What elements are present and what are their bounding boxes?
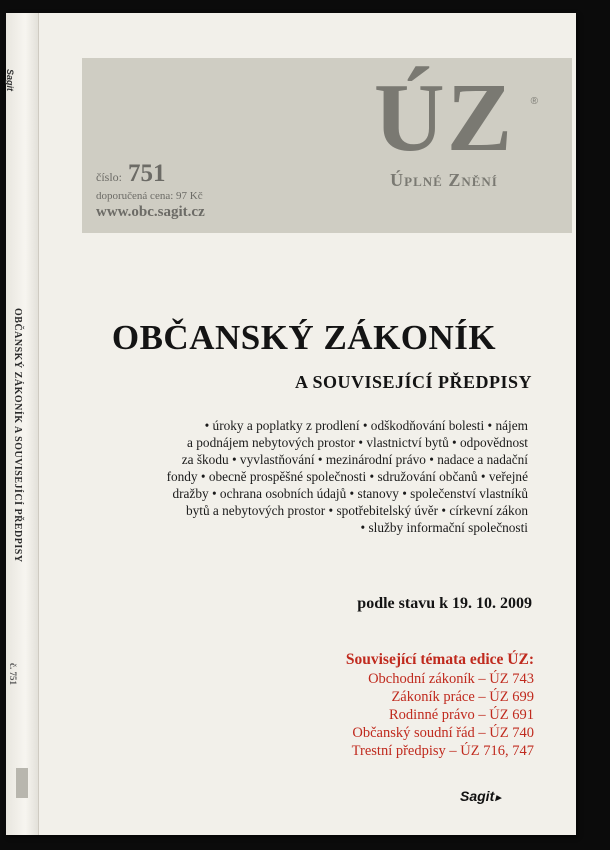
issue-number-line [96, 160, 205, 188]
topics-line: • úroky a poplatky z prodlení • odškodňování bolesti • nájem [204, 418, 528, 433]
cover-header [82, 58, 572, 233]
book-title: OBČANSKÝ ZÁKONÍK [111, 318, 497, 357]
publisher-logo [460, 788, 501, 804]
issue-number: 751 [128, 160, 166, 187]
website-url: www.obc.sagit.cz [96, 204, 205, 220]
edition-date: podle stavu k 19. 10. 2009 [357, 595, 532, 612]
issue-number-label: číslo: [96, 170, 122, 184]
related-item: Trestní předpisy – ÚZ 716, 747 [351, 743, 534, 759]
spine-number: č. 751 [8, 663, 18, 685]
uz-logo-mark: ÚZ [373, 64, 515, 172]
arrow-icon: ▸ [495, 792, 501, 804]
topics-line: bytů a nebytových prostor • spotřebitelský úvěr • církevní zákon [185, 503, 528, 518]
related-item: Rodinné právo – ÚZ 691 [389, 707, 534, 723]
related-topics [230, 651, 534, 760]
topics-line: dražby • ochrana osobních údajů • stanovy • společenství vlastníků [172, 486, 528, 501]
spine-tag [16, 768, 28, 798]
spine-publisher: Sagit [5, 69, 15, 92]
related-item: Občanský soudní řád – ÚZ 740 [352, 725, 534, 741]
related-item: Obchodní zákoník – ÚZ 743 [368, 671, 534, 687]
topics-line: a podnájem nebytových prostor • vlastnictví bytů • odpovědnost [187, 435, 528, 450]
uz-logo [344, 64, 544, 191]
topics-list [62, 417, 528, 536]
topics-line: za škodu • vyvlastňování • mezinárodní právo • nadace a nadační [181, 452, 528, 467]
registered-mark: ® [530, 96, 538, 107]
related-heading: Související témata edice ÚZ: [345, 651, 534, 668]
book-subtitle: A SOUVISEJÍCÍ PŘEDPISY [294, 372, 532, 392]
recommended-price: doporučená cena: 97 Kč [96, 190, 203, 202]
related-item: Zákoník práce – ÚZ 699 [391, 689, 534, 705]
topics-line: fondy • obecně prospěšné společnosti • sdružování občanů • veřejné [166, 469, 528, 484]
issue-info [96, 160, 205, 221]
topics-line: • služby informační společnosti [360, 520, 528, 535]
spine-title: OBČANSKÝ ZÁKONÍK A SOUVISEJÍCÍ PŘEDPISY [12, 308, 23, 563]
book-spine [6, 13, 39, 835]
uz-logo-subtitle: Úplné Znění [390, 170, 498, 190]
publisher-logo-text: Sagit [460, 788, 495, 804]
